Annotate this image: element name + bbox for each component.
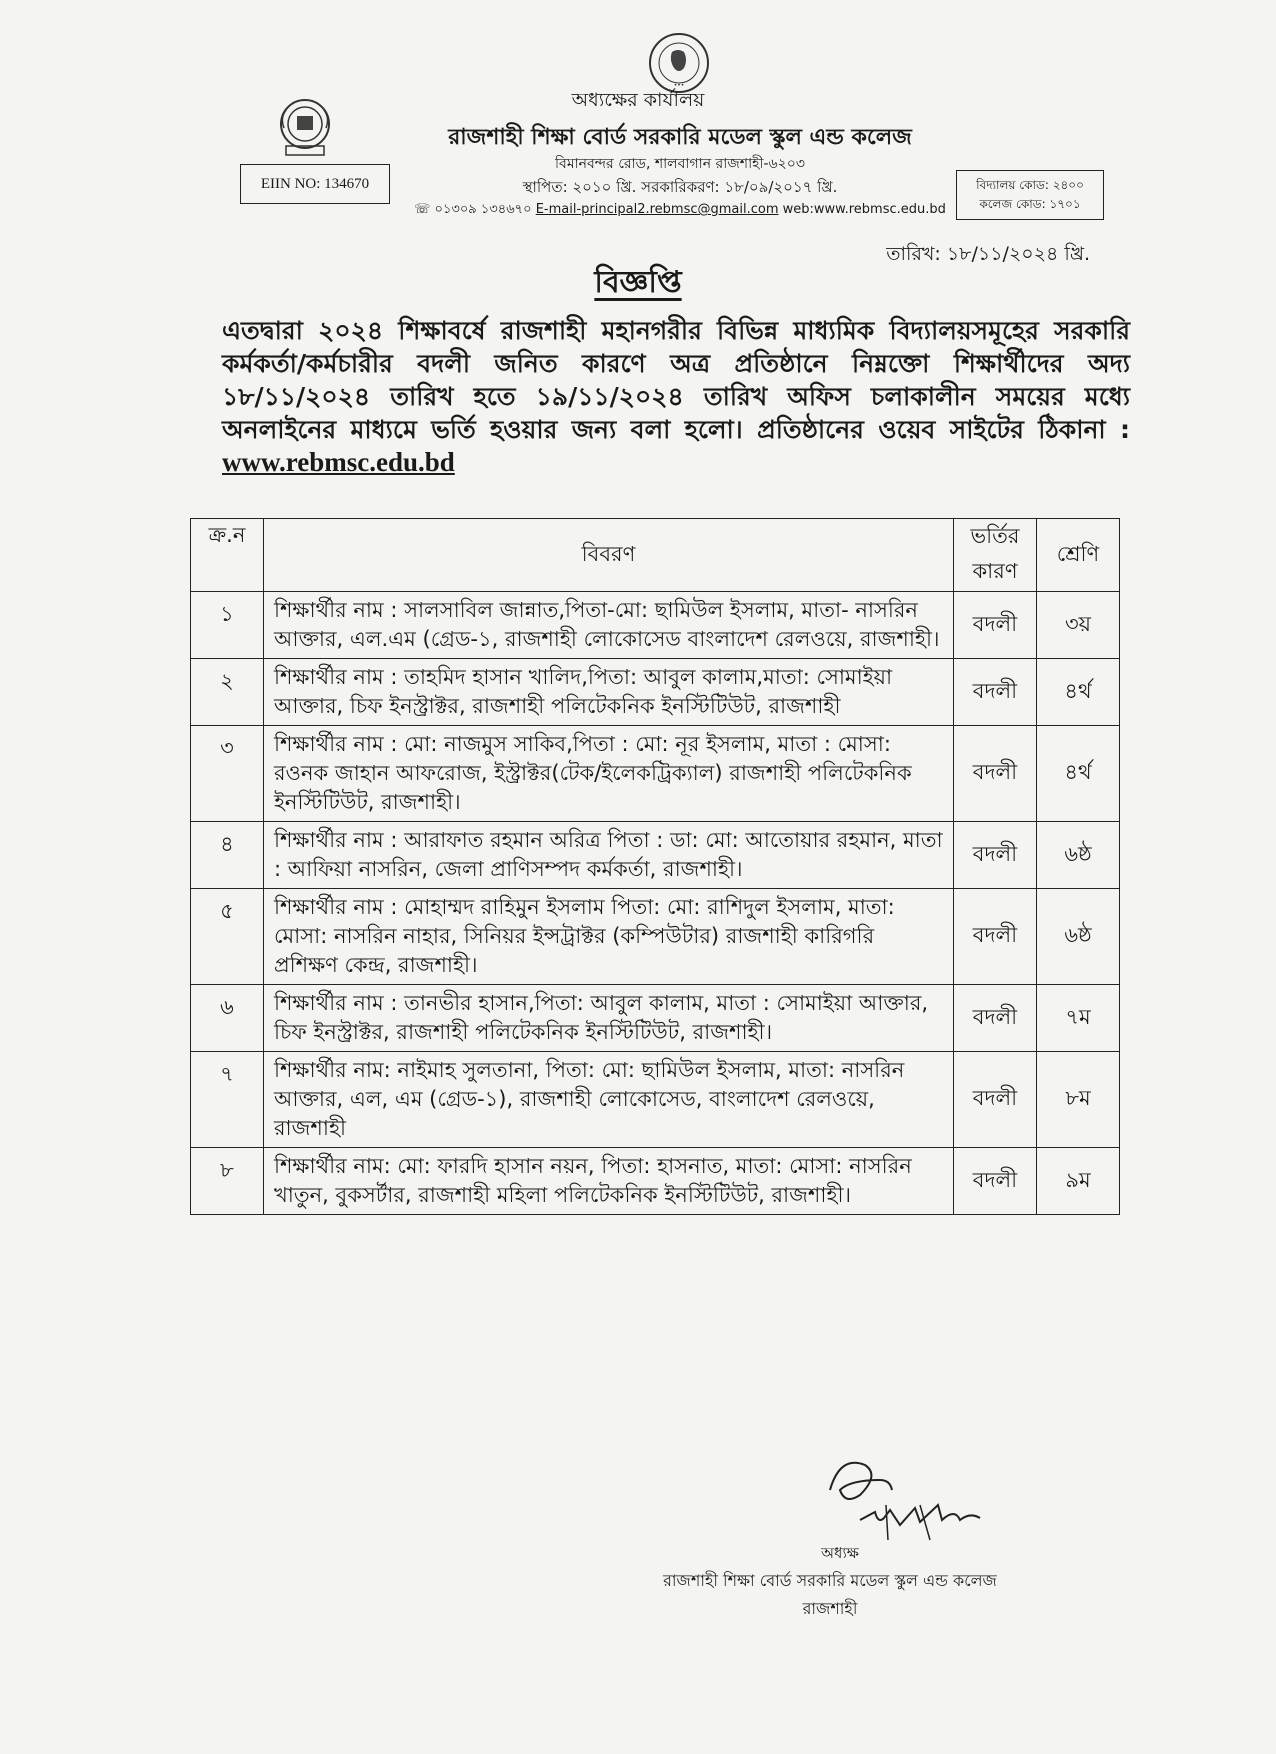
table-row	[191, 822, 1120, 889]
row-sl: ৮	[191, 1148, 264, 1215]
row-reason: বদলী	[954, 1052, 1037, 1148]
row-description: শিক্ষার্থীর নাম : মো: নাজমুস সাকিব,পিতা : মো: নূর ইসলাম, মাতা : মোসা: রওনক জাহান আফরোজ, ইস্ট্রাক্টর(টেক/ইলেকট্রিক্যাল) রাজশাহী পলিটেকনিক ইনস্টিটিউট, রাজশাহী।	[264, 726, 954, 822]
row-sl: ৩	[191, 726, 264, 822]
website: web:www.rebmsc.edu.bd	[782, 202, 946, 217]
website-link: www.rebmsc.edu.bd	[222, 447, 455, 477]
office-title: অধ্যক্ষের কার্যালয়	[571, 89, 705, 111]
email-address: E-mail-principal2.rebmsc@gmail.com	[535, 202, 779, 217]
row-reason: বদলী	[954, 659, 1037, 726]
row-sl: ২	[191, 659, 264, 726]
table-row	[191, 985, 1120, 1052]
phone-icon: ☏	[414, 202, 431, 217]
codes-box	[956, 170, 1104, 220]
table-row	[191, 726, 1120, 822]
institution-address: বিমানবন্দর রোড, শালবাগান রাজশাহী-৬২০৩	[555, 156, 805, 172]
signatory-institution: রাজশাহী শিক্ষা বোর্ড সরকারি মডেল স্কুল এন্ড কলেজ	[663, 1571, 997, 1590]
row-reason: বদলী	[954, 592, 1037, 659]
row-class: ৮ম	[1037, 1052, 1120, 1148]
phone-number: ০১৩০৯ ১৩৪৬৭০	[434, 202, 532, 217]
row-reason: বদলী	[954, 1148, 1037, 1215]
notice-body	[222, 314, 1130, 479]
signatory-role: অধ্যক্ষ	[821, 1544, 859, 1562]
table-row	[191, 592, 1120, 659]
row-sl: ৭	[191, 1052, 264, 1148]
row-description: শিক্ষার্থীর নাম : মোহাম্মদ রাহিমুন ইসলাম পিতা: মো: রাশিদুল ইসলাম, মাতা: মোসা: নাসরিন নাহার, সিনিয়র ইন্সট্রাক্টর (কম্পিউটার) রাজশাহী কারিগরি প্রশিক্ষণ কেন্দ্র, রাজশাহী।	[264, 889, 954, 985]
row-class: ৩য়	[1037, 592, 1120, 659]
row-reason: বদলী	[954, 726, 1037, 822]
row-description: শিক্ষার্থীর নাম: নাইমাহ সুলতানা, পিতা: মো: ছামিউল ইসলাম, মাতা: নাসরিন আক্তার, এল, এম (গ্রেড-১), রাজশাহী লোকোসেড, বাংলাদেশ রেলওয়ে, রাজশাহী	[264, 1052, 954, 1148]
row-sl: ৪	[191, 822, 264, 889]
table-row	[191, 1148, 1120, 1215]
row-class: ৭ম	[1037, 985, 1120, 1052]
table-row	[191, 659, 1120, 726]
row-reason: বদলী	[954, 985, 1037, 1052]
row-reason: বদলী	[954, 822, 1037, 889]
table-row	[191, 889, 1120, 985]
row-description: শিক্ষার্থীর নাম : তানভীর হাসান,পিতা: আবুল কালাম, মাতা : সোমাইয়া আক্তার, চিফ ইনস্ট্রাক্টর, রাজশাহী পলিটেকনিক ইনস্টিটিউট, রাজশাহী।	[264, 985, 954, 1052]
svg-text:•••: •••	[673, 82, 685, 89]
table-header-row	[191, 519, 1120, 592]
row-description: শিক্ষার্থীর নাম : আরাফাত রহমান অরিত্র পিতা : ডা: মো: আতোয়ার রহমান, মাতা : আফিয়া নাসরিন, জেলা প্রাণিসম্পদ কর্মকর্তা, রাজশাহী।	[264, 822, 954, 889]
row-description: শিক্ষার্থীর নাম : সালসাবিল জান্নাত,পিতা-মো: ছামিউল ইসলাম, মাতা- নাসরিন আক্তার, এল.এম (গ্রেড-১, রাজশাহী লোকোসেড বাংলাদেশ রেলওয়ে, রাজশাহী।	[264, 592, 954, 659]
row-description: শিক্ষার্থীর নাম : তাহমিদ হাসান খালিদ,পিতা: আবুল কালাম,মাতা: সোমাইয়া আক্তার, চিফ ইনস্ট্রাক্টর, রাজশাহী পলিটেকনিক ইনস্টিটিউট, রাজশাহী	[264, 659, 954, 726]
bangladesh-emblem-icon	[648, 32, 710, 94]
notice-title	[0, 258, 1276, 309]
header-sl: ক্র.ন	[191, 519, 264, 592]
notice-title-text: বিজ্ঞপ্তি	[594, 265, 682, 300]
header-description: বিবরণ	[264, 519, 954, 592]
contact-line	[330, 200, 1030, 221]
notice-date: তারিখ: ১৮/১১/২০২৪ খ্রি.	[886, 243, 1090, 265]
institution-name: রাজশাহী শিক্ষা বোর্ড সরকারি মডেল স্কুল এন্ড কলেজ	[448, 125, 912, 150]
established-info: স্থাপিত: ২০১০ খ্রি. সরকারিকরণ: ১৮/০৯/২০১৭ খ্রি.	[522, 178, 838, 196]
table-row	[191, 1052, 1120, 1148]
row-class: ৪র্থ	[1037, 659, 1120, 726]
row-sl: ৫	[191, 889, 264, 985]
row-reason: বদলী	[954, 889, 1037, 985]
college-code: কলেজ কোড: ১৭০১	[979, 197, 1081, 211]
principal-signature	[820, 1450, 1020, 1550]
row-description: শিক্ষার্থীর নাম: মো: ফারদি হাসান নয়ন, পিতা: হাসনাত, মাতা: মোসা: নাসরিন খাতুন, বুকসর্টার, রাজশাহী মহিলা পলিটেকনিক ইনস্টিটিউট, রাজশাহী।	[264, 1148, 954, 1215]
school-code: বিদ্যালয় কোড: ২৪০০	[976, 178, 1084, 192]
header-reason: ভর্তির কারণ	[954, 519, 1037, 592]
signatory-city: রাজশাহী	[802, 1599, 858, 1618]
row-sl: ১	[191, 592, 264, 659]
notice-body-text: এতদ্বারা ২০২৪ শিক্ষাবর্ষে রাজশাহী মহানগরীর বিভিন্ন মাধ্যমিক বিদ্যালয়সমূহের সরকারি কর্মকর্তা/কর্মচারীর বদলী জনিত কারণে অত্র প্রতিষ্ঠানে নিম্নক্তো শিক্ষার্থীদের অদ্য ১৮/১১/২০২৪ তারিখ হতে ১৯/১১/২০২৪ তারিখ অফিস চলাকালীন সময়ের মধ্যে অনলাইনের মাধ্যমে ভর্তি হওয়ার জন্য বলা হলো। প্রতিষ্ঠানের ওয়েব সাইটের ঠিকানা :	[222, 316, 1130, 444]
header-class: শ্রেণি	[1037, 519, 1120, 592]
row-class: ৯ম	[1037, 1148, 1120, 1215]
row-class: ৬ষ্ঠ	[1037, 889, 1120, 985]
row-class: ৪র্থ	[1037, 726, 1120, 822]
row-class: ৬ষ্ঠ	[1037, 822, 1120, 889]
student-table	[190, 518, 1120, 1215]
eiin-box: EIIN NO: 134670	[240, 164, 390, 204]
row-sl: ৬	[191, 985, 264, 1052]
